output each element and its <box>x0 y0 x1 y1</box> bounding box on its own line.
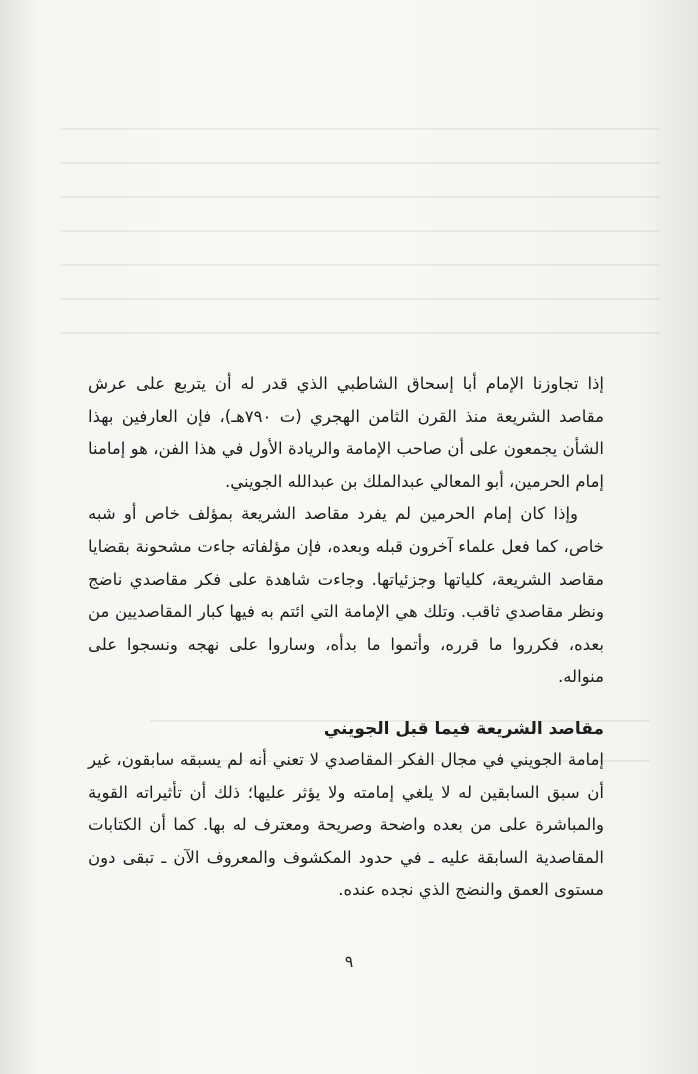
bleed-through-line <box>60 162 660 164</box>
bleed-through-line <box>60 332 660 334</box>
section-paragraph: إمامة الجويني في مجال الفكر المقاصدي لا تعني أنه لم يسبقه سابقون، غير أن سبق السابقين له لا يلغي إمامته ولا يؤثر عليها؛ ذلك أن تأثيراته القوية والمباشرة على من بعده واضحة وصريحة ومعترف له بها. كما أن الكتابات المقاصدية السابقة عليه ـ في حدود المكشوف والمعروف الآن ـ تبقى دون مستوى العمق والنضج الذي نجده عنده. <box>88 749 604 900</box>
intro-paragraph: إذا تجاوزنا الإمام أبا إسحاق الشاطبي الذي قدر له أن يتربع على عرش مقاصد الشريعة منذ القرن الثامن الهجري (ت ٧٩٠هـ)، فإن العارفين بهذا الشأن يجمعون على أن صاحب الإمامة والريادة الأول في هذا الفن، هو إمامنا إمام الحرمين، أبو المعالي عبدالملك بن عبدالله الجويني. <box>88 374 604 491</box>
bleed-through-line <box>60 128 660 130</box>
bleed-through-line <box>60 298 660 300</box>
section-heading: مقاصد الشريعة فيما قبل الجويني <box>323 718 604 739</box>
bleed-through-line <box>60 264 660 266</box>
second-paragraph: وإذا كان إمام الحرمين لم يفرد مقاصد الشريعة بمؤلف خاص أو شبه خاص، كما فعل علماء آخرون قبله وبعده، فإن مؤلفاته جاءت مشحونة بقضايا مقاصد الشريعة، كلياتها وجزئياتها. وجاءت شاهدة على فكر مقاصدي ناضج ونظر مقاصدي ثاقب. وتلك هي الإمامة التي ائتم به فيها كبار المقاصديين من بعده، فكرروا ما قرره، وأتموا ما بدأه، وساروا على نهجه ونسجوا على منواله. <box>88 504 604 687</box>
bleed-through-line <box>60 196 660 198</box>
bleed-through-line <box>60 230 660 232</box>
main-text <box>88 368 604 907</box>
page-number: ٩ <box>344 952 354 971</box>
